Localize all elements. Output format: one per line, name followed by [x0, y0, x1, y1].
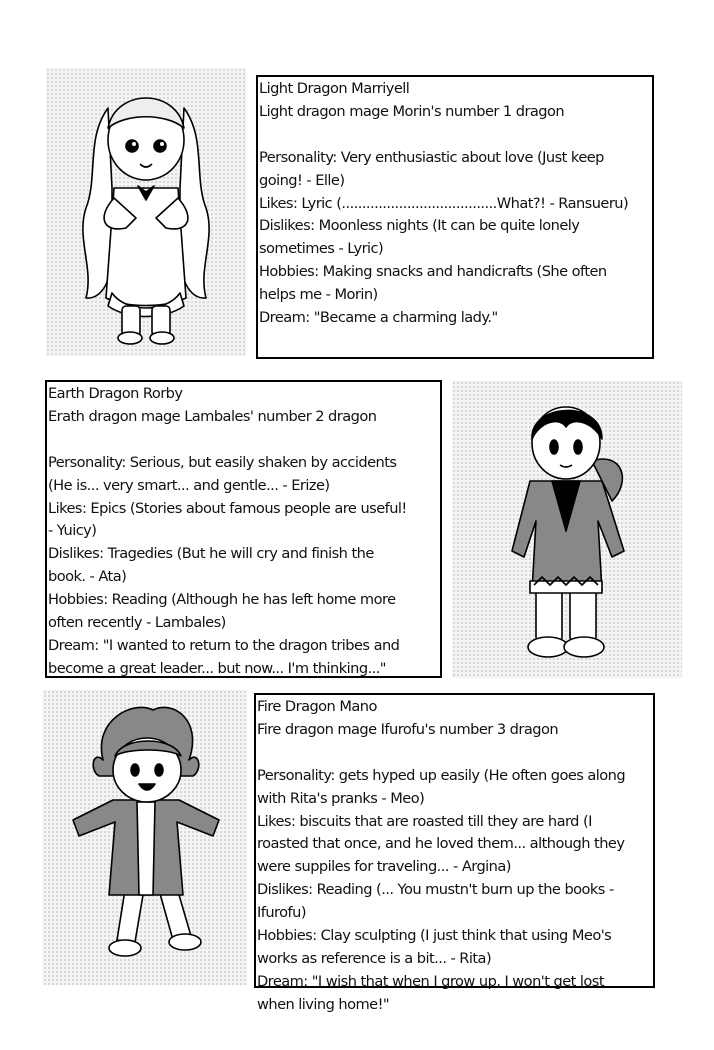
rorby-profile-box: [45, 380, 442, 678]
profile-line: when living home!": [257, 995, 390, 1013]
rorby-illustration: [452, 381, 682, 678]
marriyell-profile-box: [256, 75, 654, 359]
profile-line: Dream: "Became a charming lady.": [259, 309, 498, 327]
profile-title: Earth Dragon Rorby: [48, 385, 183, 402]
profile-subtitle: Light dragon mage Morin's number 1 dragon: [259, 102, 565, 120]
profile-line: were suppiles for traveling... - Argina): [257, 858, 511, 876]
profile-line: Personality: Very enthusiastic about love (Just keep: [259, 148, 604, 166]
profile-line: going! - Elle): [259, 171, 345, 189]
profile-line: Dislikes: Reading (... You mustn't burn up the books -: [257, 881, 614, 899]
profile-line: Ifurofu): [257, 904, 306, 922]
profile-line: often recently - Lambales): [48, 614, 226, 632]
mano-illustration: [43, 690, 247, 985]
profile-line: become a great leader... but now... I'm thinking...": [48, 659, 386, 677]
profile-title: Fire Dragon Mano: [257, 698, 377, 715]
rorby-drawing: [452, 381, 682, 678]
profile-line: Dream: "I wanted to return to the dragon tribes and: [48, 636, 400, 654]
profile-line: Dream: "I wish that when I grow up, I won't get lost: [257, 972, 604, 990]
profile-line: Personality: Serious, but easily shaken by accidents: [48, 453, 397, 471]
profile-line: Likes: biscuits that are roasted till they are hard (I: [257, 812, 592, 830]
profile-line: Dislikes: Moonless nights (It can be quite lonely: [259, 217, 580, 235]
profile-line: [48, 429, 440, 452]
profile-line: Personality: gets hyped up easily (He often goes along: [257, 766, 626, 784]
profile-subtitle: Erath dragon mage Lambales' number 2 dragon: [48, 407, 377, 425]
profile-line: Dislikes: Tragedies (But he will cry and finish the: [48, 545, 374, 563]
profile-line: - Yuicy): [48, 522, 97, 540]
profile-line: sometimes - Lyric): [259, 240, 384, 258]
profile-line: Likes: Epics (Stories about famous people are useful!: [48, 499, 407, 517]
profile-line: with Rita's pranks - Meo): [257, 789, 425, 807]
marriyell-illustration: [46, 68, 246, 356]
profile-line: Hobbies: Clay sculpting (I just think that using Meo's: [257, 927, 612, 945]
profile-line: helps me - Morin): [259, 286, 378, 304]
mano-profile-box: [254, 693, 655, 1013]
profile-line: book. - Ata): [48, 568, 127, 586]
profile-line: Hobbies: Reading (Although he has left home more: [48, 591, 396, 609]
profile-line: (He is... very smart... and gentle... - Erize): [48, 476, 330, 494]
profile-line: roasted that once, and he loved them... although they: [257, 835, 625, 853]
profile-line: Likes: Lyric (......................................What?! - Ransueru): [259, 194, 629, 212]
marriyell-drawing: [46, 68, 246, 356]
profile-line: works as reference is a bit... - Rita): [257, 949, 492, 967]
profile-line: [257, 742, 653, 765]
mano-drawing: [43, 690, 247, 985]
profile-subtitle: Fire dragon mage Ifurofu's number 3 dragon: [257, 720, 559, 738]
profile-line: Hobbies: Making snacks and handicrafts (She often: [259, 263, 607, 281]
profile-line: [259, 124, 652, 147]
profile-title: Light Dragon Marriyell: [259, 80, 410, 97]
